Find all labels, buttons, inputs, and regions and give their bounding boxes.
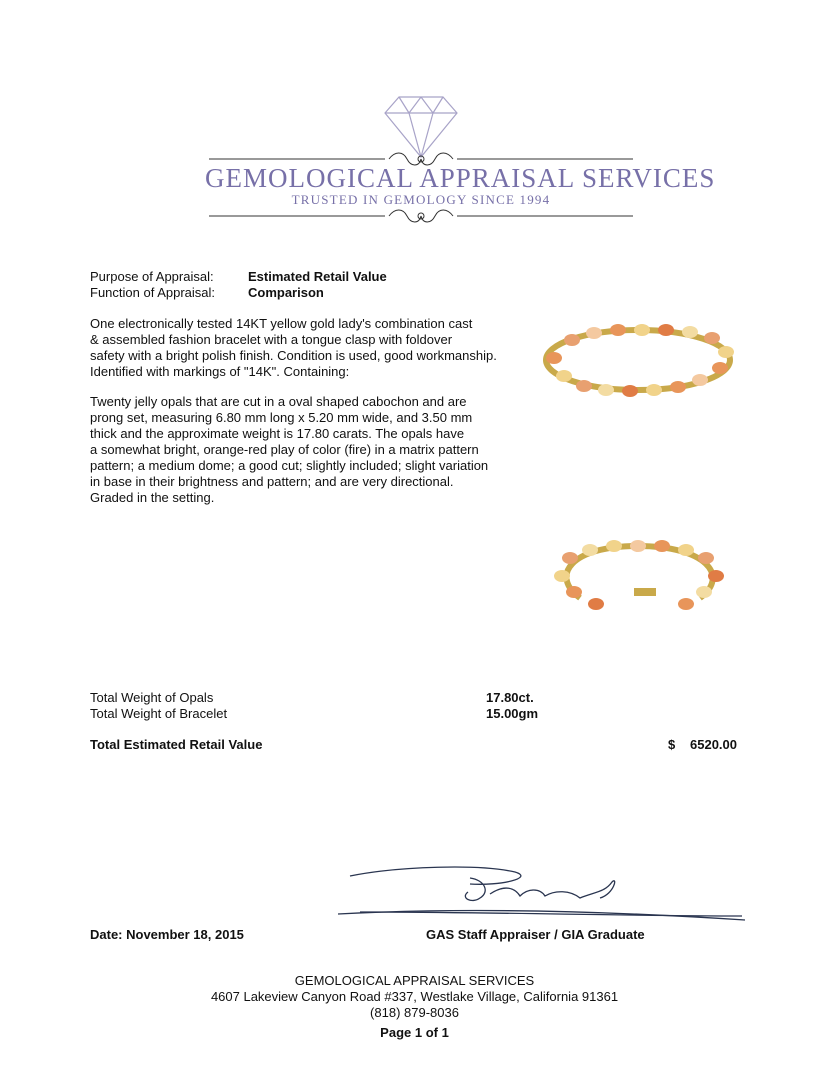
description-line: Twenty jelly opals that are cut in a oval shaped cabochon and are (90, 394, 467, 409)
footer-phone: (818) 879-8036 (370, 1005, 459, 1020)
function-label: Function of Appraisal: (90, 285, 216, 300)
description-line: Identified with markings of "14K". Containing: (90, 364, 350, 379)
description-line: One electronically tested 14KT yellow gold lady's combination cast (90, 316, 473, 331)
retail-value-label: Total Estimated Retail Value (90, 737, 263, 752)
purpose-label: Purpose of Appraisal: (90, 269, 214, 284)
footer-address: 4607 Lakeview Canyon Road #337, Westlake Village, California 91361 (210, 989, 619, 1004)
description-line: pattern; a medium dome; a good cut; slightly included; slight variation (90, 458, 489, 473)
bottom-ornament-rule (209, 210, 633, 222)
bracelet-photo-open (540, 536, 740, 636)
footer-company: GEMOLOGICAL APPRAISAL SERVICES (294, 973, 535, 988)
diamond-icon (385, 97, 457, 157)
description-line: safety with a bright polish finish. Condition is used, good workmanship. (90, 348, 497, 363)
description-line: a somewhat bright, orange-red play of color (fire) in a matrix pattern (90, 442, 479, 457)
company-name: GEMOLOGICAL APPRAISAL SERVICES (205, 163, 716, 193)
bracelet-weight-label: Total Weight of Bracelet (90, 706, 228, 721)
opals-weight-label: Total Weight of Opals (90, 690, 214, 705)
description-paragraph-1 (90, 316, 530, 380)
description-line: in base in their brightness and pattern; and are very directional. (90, 474, 454, 489)
retail-currency: $ (668, 737, 676, 752)
appraiser-signature (330, 858, 760, 938)
description-line: thick and the approximate weight is 17.80 carats. The opals have (90, 426, 465, 441)
opals-weight-value: 17.80ct. (486, 690, 534, 705)
appraisal-date: Date: November 18, 2015 (90, 927, 244, 942)
description-line: prong set, measuring 6.80 mm long x 5.20 mm wide, and 3.50 mm (90, 410, 473, 425)
description-paragraph-2 (90, 394, 530, 506)
company-tagline: TRUSTED IN GEMOLOGY SINCE 1994 (291, 192, 551, 207)
purpose-value: Estimated Retail Value (248, 269, 387, 284)
appraiser-title: GAS Staff Appraiser / GIA Graduate (426, 927, 645, 942)
function-value: Comparison (248, 285, 324, 300)
retail-value: 6520.00 (690, 737, 737, 752)
bracelet-photo-closed (540, 318, 740, 418)
page-number: Page 1 of 1 (380, 1025, 449, 1040)
description-line: Graded in the setting. (90, 490, 215, 505)
opal-stones (554, 540, 724, 610)
opal-stones (546, 324, 734, 397)
bracelet-weight-value: 15.00gm (486, 706, 539, 721)
description-line: & assembled fashion bracelet with a tongue clasp with foldover (90, 332, 453, 347)
